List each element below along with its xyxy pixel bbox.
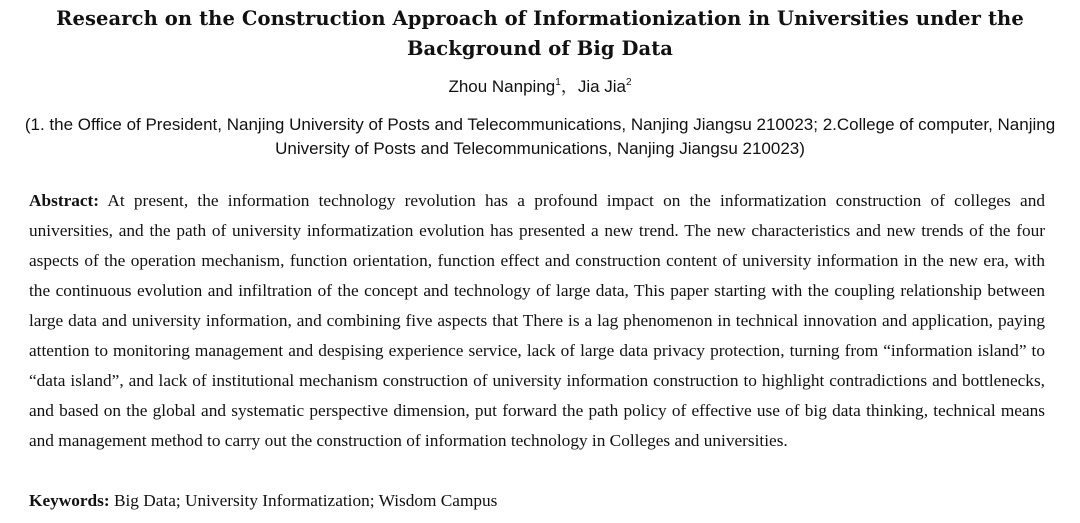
keywords-text: Big Data; University Informatization; Wisdom Campus (113, 491, 498, 510)
affiliation-mark: 1 (555, 77, 561, 88)
author-line (0, 76, 1080, 98)
abstract-text: At present, the information technology revolution has a profound impact on the informatization construction of colleges and universities, and the path of university informatization evolution has presented a new trend. The new characteristics and new trends of the four aspects of the operation mechanism, function orientation, function effect and construction content of university information in the new era, with the continuous evolution and infiltration of the concept and technology of large data, This paper starting with the coupling relationship between large data and university information, and combining five aspects that There is a lag phenomenon in technical innovation and application, paying attention to monitoring management and despising experience service, lack of large data privacy protection, turning from “information island” to “data island”, and lack of institutional mechanism construction of university information construction to highlight contradictions and bottlenecks, and based on the global and systematic perspective dimension, put forward the path policy of effective use of big data thinking, technical means and management method to carry out the construction of information technology in Colleges and universities. (29, 191, 1045, 450)
abstract-label: Abstract: (29, 191, 100, 210)
paper-title: Research on the Construction Approach of Informationization in Universities under the Background of Big Data (56, 7, 1024, 60)
keywords-label: Keywords: (29, 491, 110, 510)
author-name: Zhou Nanping (448, 77, 556, 96)
abstract (29, 186, 1045, 456)
author-name: Jia Jia (577, 77, 626, 96)
author-separator: ， (560, 77, 578, 96)
affiliation-mark: 2 (626, 77, 632, 88)
affiliations: (1. the Office of President, Nanjing University of Posts and Telecommunications, Nanjing Jiangsu 210023; 2.College of computer, Nanjing University of Posts and Telecommunications, Nanjing Jiangsu 210023) (24, 115, 1056, 158)
keywords (29, 486, 1045, 516)
